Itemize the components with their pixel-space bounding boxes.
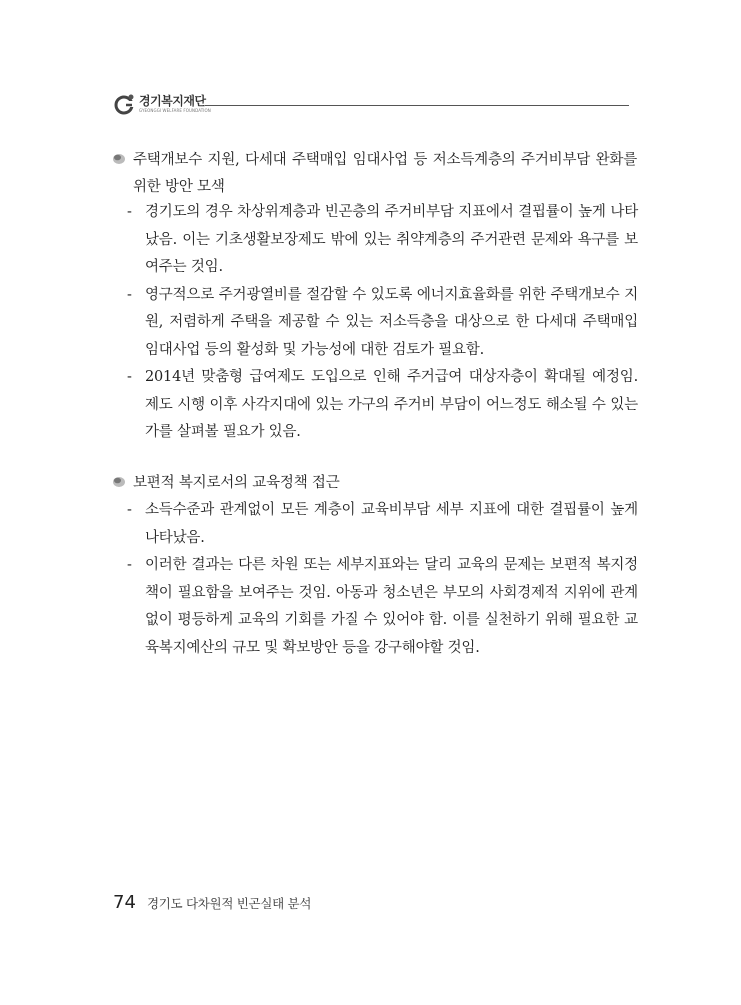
bullet-icon — [111, 151, 129, 165]
dash-marker: - — [127, 369, 132, 385]
list-item-text: 경기도의 경우 차상위계층과 빈곤층의 주거비부담 지표에서 결핍률이 높게 나타났음. 이는 기초생활보장제도 밖에 있는 취약계층의 주거관련 문제와 욕구를 보여주는 것임. — [145, 204, 638, 275]
bullet-icon — [111, 474, 129, 488]
sub-item-list — [127, 199, 638, 447]
page-number: 74 — [113, 892, 136, 913]
dash-marker: - — [127, 502, 132, 518]
header-rule — [205, 105, 629, 106]
list-item-text: 영구적으로 주거광열비를 절감할 수 있도록 에너지효율화를 위한 주택개보수 지원, 저렴하게 주택을 제공할 수 있는 저소득층을 대상으로 한 다세대 주택매입 임대사업 등의 활성화 및 가능성에 대한 검토가 필요함. — [145, 286, 638, 358]
dash-marker: - — [127, 557, 132, 573]
sub-item-list — [127, 497, 638, 662]
org-subtitle: GYEONGGI WELFARE FOUNDATION — [139, 108, 211, 113]
dash-marker: - — [127, 204, 132, 220]
list-item-text: 2014년 맞춤형 급여제도 도입으로 인해 주거급여 대상자층이 확대될 예정임. 제도 시행 이후 사각지대에 있는 가구의 주거비 부담이 어느정도 해소될 수 있는가를 살펴볼 필요가 있음. — [145, 369, 638, 440]
list-item-text: 소득수준과 관계없이 모든 계층이 교육비부담 세부 지표에 대한 결핍률이 높게 나타났음. — [145, 502, 638, 546]
page-footer — [113, 892, 311, 913]
dash-marker: - — [127, 286, 132, 303]
foundation-logo-icon — [113, 92, 137, 116]
page-header — [113, 88, 629, 118]
list-item — [127, 497, 638, 552]
org-name: 경기복지재단 — [139, 94, 206, 108]
section-heading-text: 보편적 복지로서의 교육정책 접근 — [133, 475, 340, 491]
list-item — [127, 552, 638, 662]
list-item — [127, 282, 638, 365]
book-title: 경기도 다차원적 빈곤실태 분석 — [147, 896, 312, 911]
section-heading-text: 주택개보수 지원, 다세대 주택매입 임대사업 등 저소득계층의 주거비부담 완화를 위한 방안 모색 — [133, 152, 637, 195]
list-item — [127, 364, 638, 447]
list-item — [127, 199, 638, 282]
list-item-text: 이러한 결과는 다른 차원 또는 세부지표와는 달리 교육의 문제는 보편적 복지정책이 필요함을 보여주는 것임. 아동과 청소년은 부모의 사회경제적 지위에 관계없이 평등하게 교육의 기회를 가질 수 있어야 함. 이를 실천하기 위해 필요한 교육복지예산의 규모 및 확보방안 등을 강구해야할 것임. — [145, 557, 638, 656]
